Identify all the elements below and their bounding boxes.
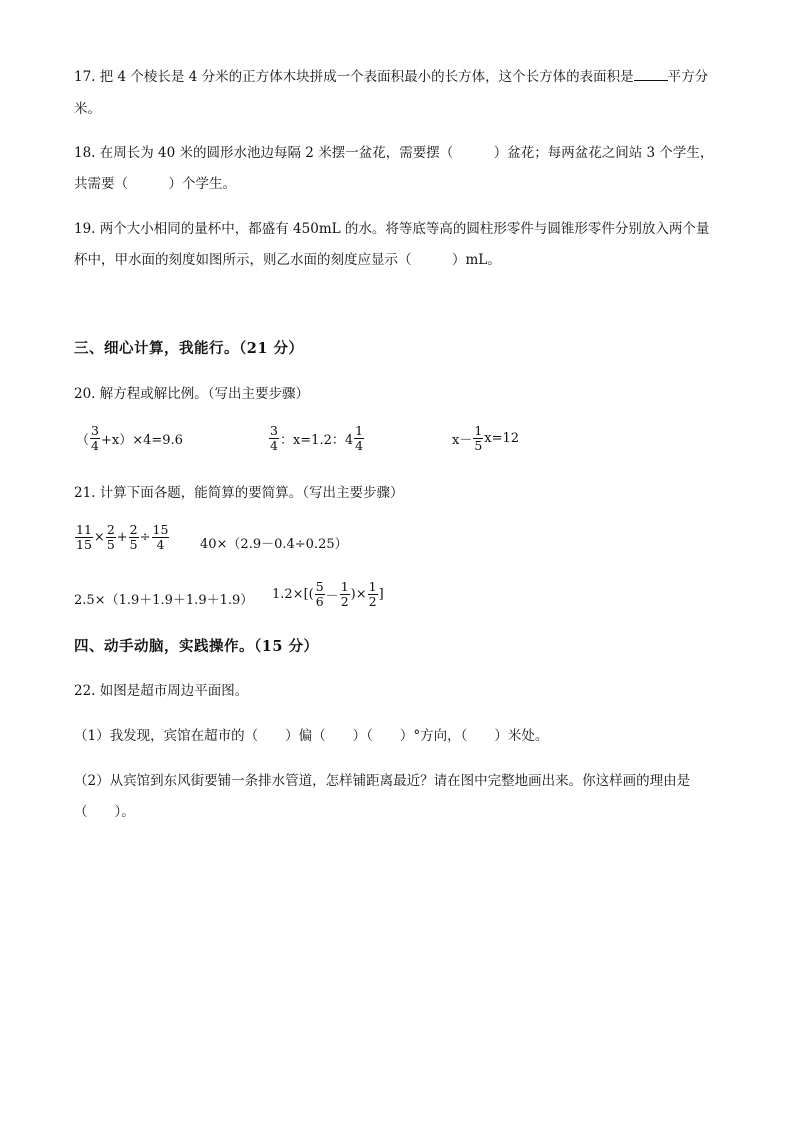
question-17-line-2: 米。 xyxy=(74,101,101,117)
fraction: $\frac{5}{6}$ xyxy=(315,579,324,609)
question-22-part-2-line-1: （2）从宾馆到东风街要铺一条排水管道，怎样铺距离最近？请在图中完整地画出来。你这样画的理由是 xyxy=(74,773,691,789)
expression-2: 40×（2.9－0.4÷0.25） xyxy=(200,537,348,552)
question-22-part-1: （1）我发现，宾馆在超市的（ ）偏（ ）（ ）°方向，（ ）米处。 xyxy=(74,728,549,744)
equation-1-open: （ xyxy=(76,433,90,448)
fraction: $\frac{3}{4}$ xyxy=(91,423,99,453)
expression-4-post: ] xyxy=(378,587,384,602)
question-22-part-2-line-2: （ ）。 xyxy=(74,804,135,820)
question-18-line-2: 共需要（ ）个学生。 xyxy=(74,176,236,192)
fraction: $\frac{1}{5}$ xyxy=(474,423,483,453)
section-4-heading: 四、动手动脑，实践操作。（15 分） xyxy=(74,638,319,655)
question-17-line-1 xyxy=(74,66,708,87)
question-19-line-1: 19. 两个大小相同的量杯中，都盛有 450mL 的水。将等底等高的圆柱形零件与圆锥形零件分别放入两个量 xyxy=(74,221,710,237)
fraction: $\frac{3}{4}$ xyxy=(270,423,278,453)
fraction: $\frac{2}{5}$ xyxy=(106,522,115,552)
equation-3 xyxy=(452,424,519,453)
question-18-line-1: 18. 在周长为 40 米的圆形水池边每隔 2 米摆一盆花，需要摆（ ）盆花；每两盆花之间站 3 个学生， xyxy=(74,145,714,161)
question-17-text-a: 17. 把 4 个棱长是 4 分米的正方体木块拼成一个表面积最小的长方体，这个长方体的表面积是 xyxy=(74,69,634,85)
expression-4 xyxy=(272,580,384,609)
expression-3: 2.5×（1.9＋1.9＋1.9＋1.9） xyxy=(74,593,254,608)
fraction: $\frac{1}{2}$ xyxy=(340,579,349,609)
fraction: $\frac{11}{15}$ xyxy=(76,522,92,552)
question-17-text-b: 平方分 xyxy=(667,69,709,85)
operator: × xyxy=(93,530,105,545)
expression-1 xyxy=(74,523,170,552)
question-20-prompt: 20. 解方程或解比例。（写出主要步骤） xyxy=(74,386,310,402)
expression-4-mid: )× xyxy=(350,587,367,602)
equation-1 xyxy=(76,424,183,453)
question-22-prompt: 22. 如图是超市周边平面图。 xyxy=(74,683,249,699)
operator: + xyxy=(116,530,128,545)
equation-2-mid: ：x=1.2：4 xyxy=(279,433,354,448)
equation-1-rest: +x）×4=9.6 xyxy=(100,433,183,448)
fraction: $\frac{1}{2}$ xyxy=(368,579,377,609)
section-3-heading: 三、细心计算，我能行。（21 分） xyxy=(74,340,304,357)
question-19-line-2: 杯中，甲水面的刻度如图所示，则乙水面的刻度应显示（ ）mL。 xyxy=(74,252,501,268)
equation-2 xyxy=(268,424,365,453)
fraction: $\frac{2}{5}$ xyxy=(129,522,138,552)
fraction: $\frac{15}{4}$ xyxy=(152,522,169,552)
fraction: $\frac{1}{4}$ xyxy=(355,423,364,453)
operator: － xyxy=(325,589,339,604)
equation-3-post: x=12 xyxy=(484,431,520,446)
operator: ÷ xyxy=(139,530,151,545)
expression-4-pre: 1.2×[( xyxy=(272,587,314,602)
answer-blank[interactable] xyxy=(634,66,668,81)
equation-3-pre: x－ xyxy=(452,433,473,448)
question-21-prompt: 21. 计算下面各题，能简算的要简算。（写出主要步骤） xyxy=(74,485,404,501)
